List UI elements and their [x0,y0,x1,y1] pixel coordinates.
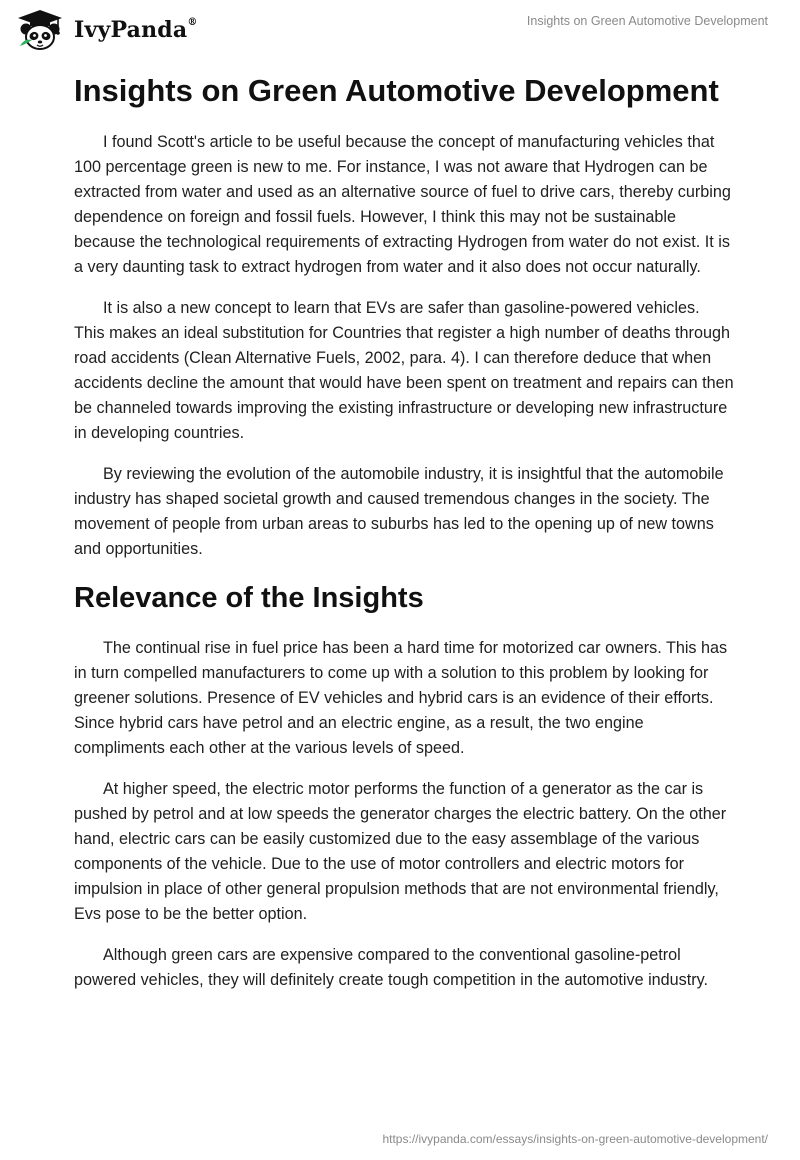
brand-name: IvyPanda® [74,16,198,43]
source-url[interactable]: https://ivypanda.com/essays/insights-on-green-automotive-development/ [382,1132,768,1146]
paragraph: I found Scott's article to be useful because the concept of manufacturing vehicles that 100 percentage green is new to me. For instance, I was not aware that Hydrogen can be extracted from water and used as an alternative source of fuel to drive cars, thereby curbing dependence on foreign and fossil fuels. However, I think this may not be sustainable because the technological requirements of extracting Hydrogen from water do not exist. It is a very daunting task to extract hydrogen from water and it also does not occur naturally. [74,133,731,276]
paragraph: By reviewing the evolution of the automobile industry, it is insightful that the automobile industry has shaped societal growth and caused tremendous changes in the society. The movement of people from urban areas to suburbs has led to the opening up of new towns and opportunities. [74,465,724,558]
panda-graduate-icon [14,8,66,52]
page-header [0,0,800,62]
paragraph: Although green cars are expensive compared to the conventional gasoline-petrol powered vehicles, they will definitely create tough competition in the automotive industry. [74,946,709,989]
article-body [74,70,734,1009]
brand-logo[interactable] [14,8,198,52]
section-heading: Relevance of the Insights [74,582,424,614]
paragraph: It is also a new concept to learn that EVs are safer than gasoline-powered vehicles. This makes an ideal substitution for Countries that register a high number of deaths through road accidents (Clean Alternative Fuels, 2002, para. 4). I can therefore deduce that when accidents decline the amount that would have been spent on treatment and repairs can then be channeled towards improving the existing infrastructure or developing new infrastructure in developing countries. [74,299,734,442]
paragraph: At higher speed, the electric motor performs the function of a generator as the car is pushed by petrol and at low speeds the generator charges the electric battery. On the other hand, electric cars can be easily customized due to the easy assemblage of the various components of the vehicle. Due to the use of motor controllers and electric motors for impulsion in place of other general propulsion methods that are not environmental friendly, Evs pose to be the better option. [74,780,727,923]
header-document-title: Insights on Green Automotive Development [526,14,768,28]
paragraph: The continual rise in fuel price has been a hard time for motorized car owners. This has in turn compelled manufacturers to come up with a solution to this problem by looking for greener solutions. Presence of EV vehicles and hybrid cars is an evidence of their efforts. Since hybrid cars have petrol and an electric engine, as a result, the two engine compliments each other at the various levels of speed. [74,639,728,757]
article-title: Insights on Green Automotive Development [74,73,719,108]
